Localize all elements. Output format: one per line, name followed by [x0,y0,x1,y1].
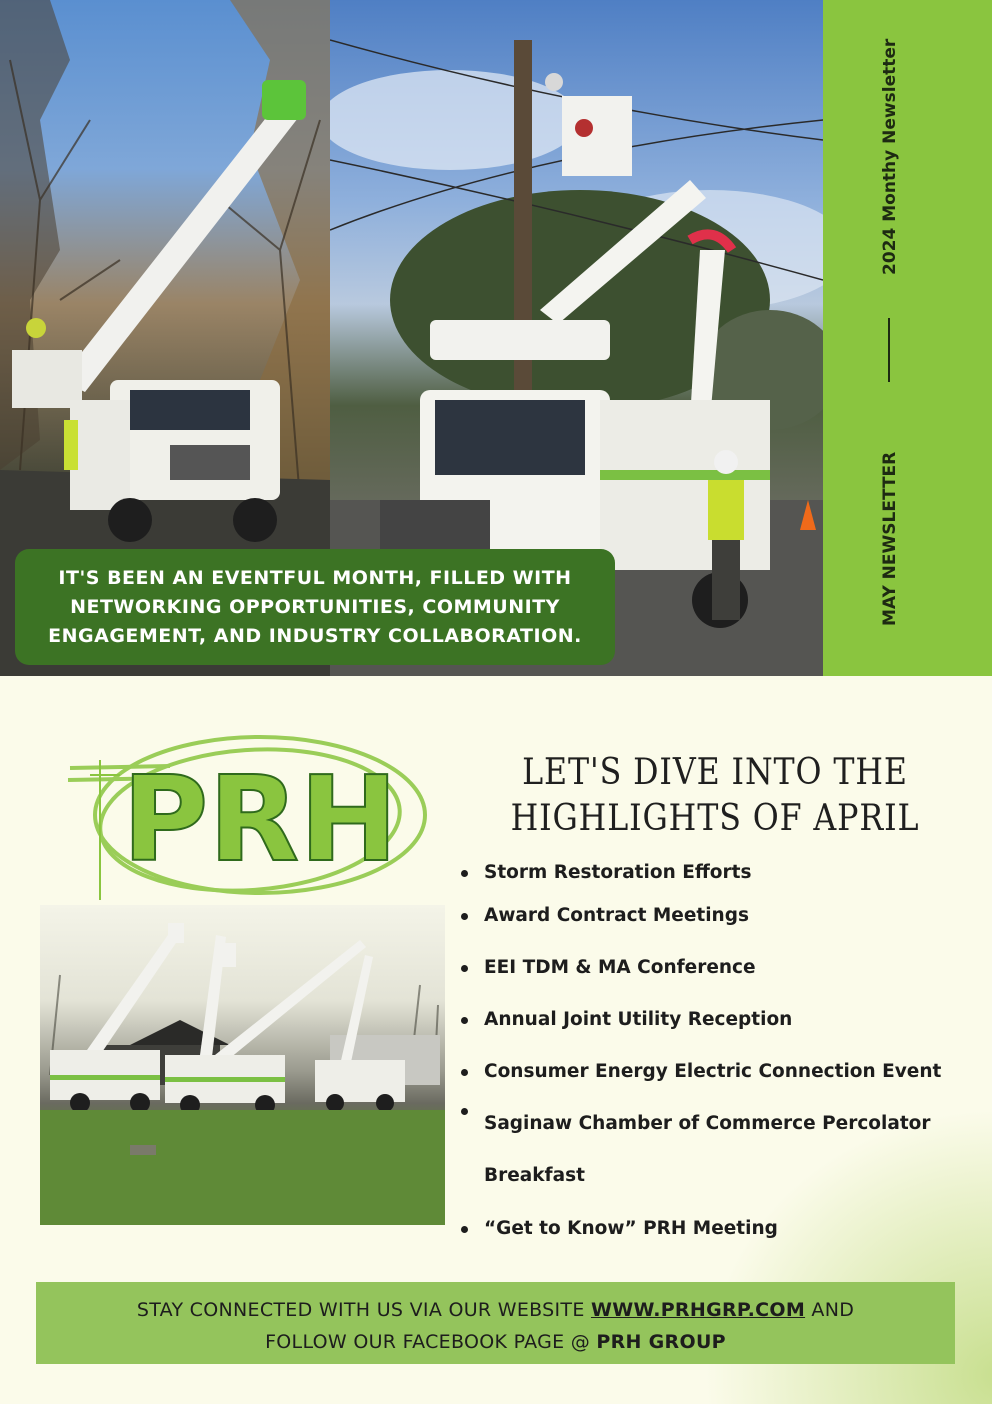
facebook-page-name: PRH GROUP [596,1331,726,1353]
highlight-item: Award Contract Meetings [458,903,978,929]
headline-line-1: LET'S DIVE INTO THE [522,752,908,793]
logo-wordmark: PRH [121,750,399,888]
prh-logo [60,720,430,910]
footer-line-1 [36,1294,955,1326]
trucks-lawn-photo [40,905,445,1225]
highlight-item: Annual Joint Utility Reception [458,1007,978,1033]
highlight-item: “Get to Know” PRH Meeting [458,1216,978,1242]
highlight-item: Storm Restoration Efforts [458,860,978,886]
newsletter-issue-label: MAY NEWSLETTER [880,451,900,626]
intro-caption: IT'S BEEN AN EVENTFUL MONTH, FILLED WITH NETWORKING OPPORTUNITIES, COMMUNITY ENGAGEMENT, AND INDUSTRY COLLABORATION. [15,549,615,665]
highlight-item: EEI TDM & MA Conference [458,955,978,981]
highlights-list [458,860,978,1242]
highlight-item: Consumer Energy Electric Connection Event [458,1059,978,1085]
headline-line-2: HIGHLIGHTS OF APRIL [510,798,920,839]
newsletter-series-title: 2024 Monthy Newsletter [880,38,900,275]
highlights-headline [499,750,930,842]
stay-connected-footer [36,1282,955,1364]
highlight-item: Saginaw Chamber of Commerce Percolator Breakfast [458,1098,948,1202]
sidebar-band [823,0,992,676]
footer-website-prefix: STAY CONNECTED WITH US VIA OUR WEBSITE [136,1299,585,1321]
footer-facebook-prefix: FOLLOW OUR FACEBOOK PAGE @ [265,1331,591,1353]
sidebar-divider [888,318,890,382]
footer-line-2 [36,1326,955,1358]
website-link[interactable]: WWW.PRHGRP.COM [590,1299,806,1321]
footer-website-suffix: AND [811,1299,855,1321]
